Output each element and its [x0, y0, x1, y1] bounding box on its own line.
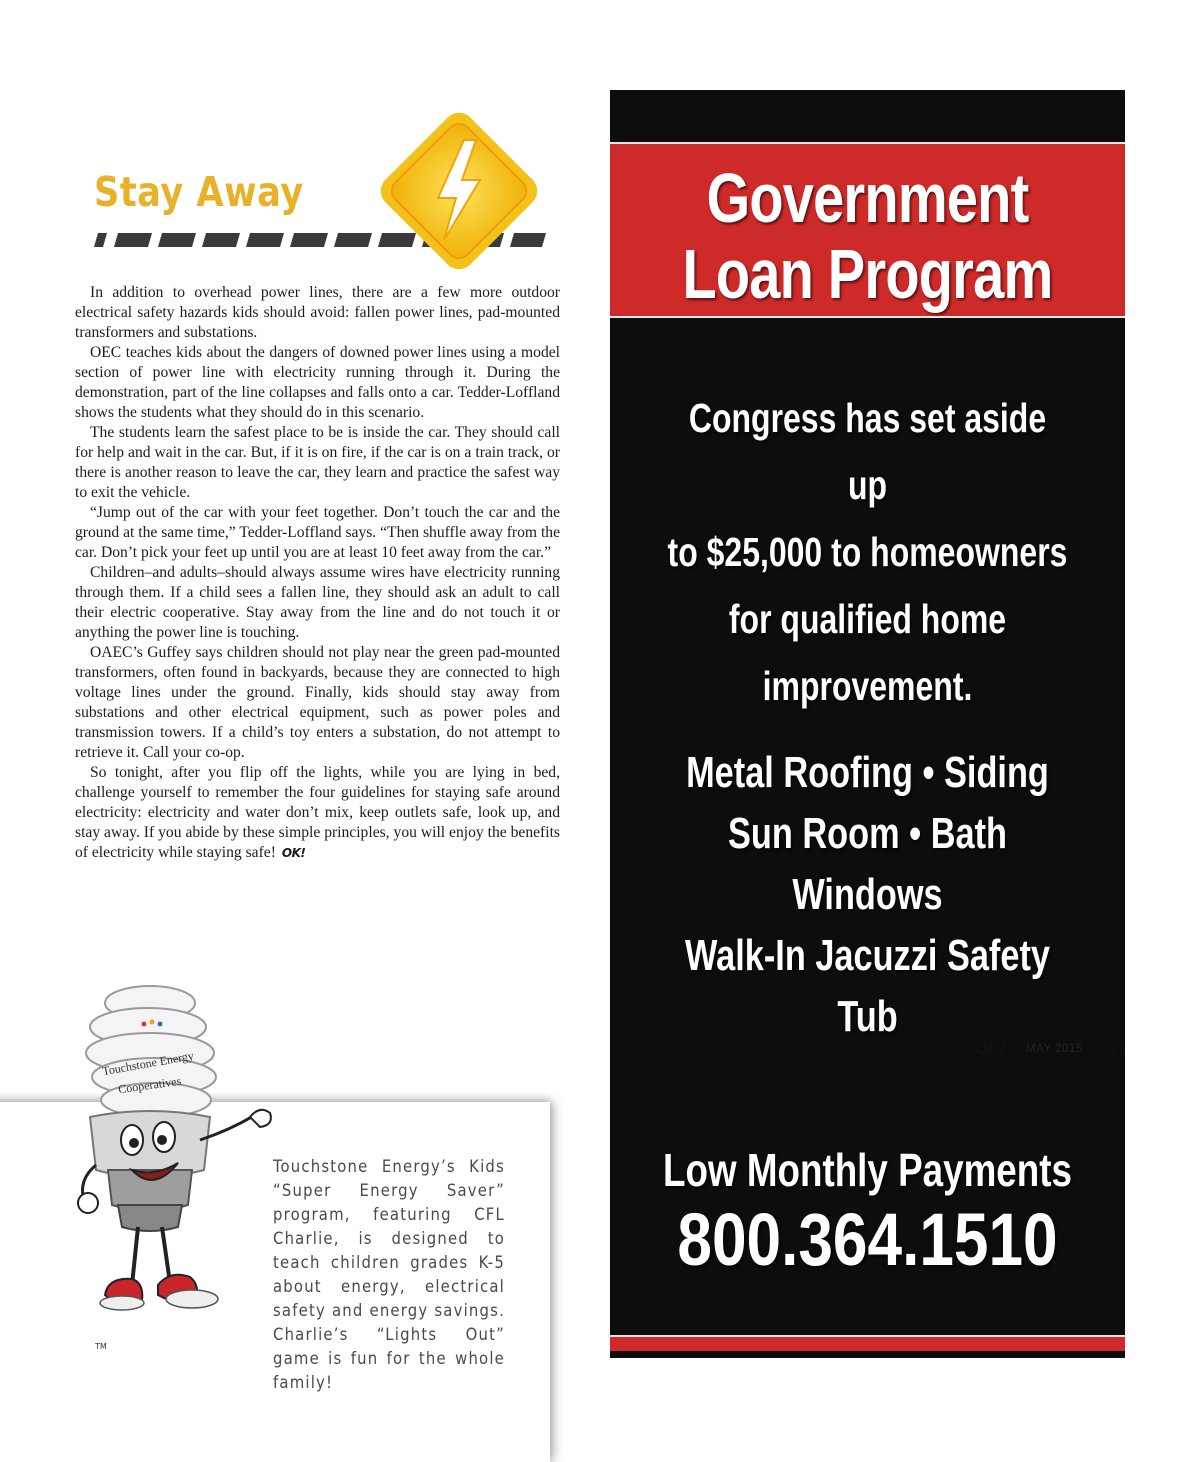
trademark: TM — [95, 1342, 107, 1351]
ad-service-line: Walk-In Jacuzzi Safety Tub — [685, 931, 1050, 1041]
ad-congress-line: for qualified home — [728, 596, 1007, 642]
promo-text: Touchstone Energy’s Kids “Super Energy Saver” program, featuring CFL Charlie, is designed to teach children grades K-5 about energy, electrical safety and energy savings. Charlie’s “Lights Out” game is fun for the whole family! — [273, 1157, 505, 1392]
ad-congress-text — [610, 385, 1125, 720]
ad-phone-text: 800.364.1510 — [677, 1198, 1058, 1281]
ad-services — [610, 742, 1125, 1047]
ad-payments-text: Low Monthly Payments — [663, 1144, 1072, 1196]
ad-service-line: Windows — [792, 870, 943, 919]
ad-service-line: Sun Room • Bath — [728, 809, 1007, 858]
article-paragraph: OAEC’s Guffey says children should not play near the green pad-mounted transformers, often found in backyards, because they are connected to high voltage lines under the ground. Finally, kids should stay away from substations and other electrical equipment, such as power poles and transmission towers. If a child’s toy enters a substation, do not attempt to retrieve it. Call your co-op. — [75, 644, 560, 761]
page-number: 17 — [1110, 1041, 1126, 1057]
article-paragraph-last — [75, 763, 560, 863]
ad-title — [610, 160, 1125, 312]
loan-ad — [610, 90, 1125, 1358]
ad-congress-line: to $25,000 to homeowners — [667, 529, 1068, 575]
folio-logo: OK! — [975, 1039, 1006, 1058]
article-body — [75, 283, 560, 863]
article-paragraph: In addition to overhead power lines, there are a few more outdoor electrical safety hazards kids should avoid: fallen power lines, pad-mounted transformers and substations. — [75, 284, 560, 341]
brand-line2: Cooperatives — [117, 1073, 182, 1097]
ad-service-line: Metal Roofing • Siding — [686, 748, 1049, 797]
folio-date: MAY 2015 — [1026, 1043, 1083, 1055]
ad-phone-number — [610, 1198, 1125, 1282]
article-paragraph: OEC teaches kids about the dangers of downed power lines using a model section of power line with electricity running through it. During the demonstration, part of the line collapses and falls onto a car. Tedder-Loffland shows the students what they should do in this scenario. — [75, 344, 560, 421]
ad-payments — [610, 1142, 1125, 1198]
brand-line1: Touchstone Energy — [101, 1048, 195, 1079]
lightning-warning-sign-icon — [368, 100, 550, 282]
ad-title-line: Loan Program — [682, 235, 1053, 313]
ad-congress-line: improvement. — [762, 663, 973, 709]
article-paragraph: “Jump out of the car with your feet together. Don’t touch the car and the ground at the same time,” Tedder-Loffland says. “Then shuffle away from the car. Don’t pick your feet up until you are at least 10 feet away from the car.” — [75, 504, 560, 561]
ad-red-stripe — [610, 1335, 1125, 1351]
section-title: Stay Away — [94, 168, 304, 216]
end-mark-logo: OK! — [281, 846, 306, 860]
ad-title-line: Government — [706, 159, 1029, 237]
article-paragraph: The students learn the safest place to be is inside the car. They should call for help and wait in the car. But, if it is on fire, if the car is on a train track, or there is another reason to leave the car, they learn and practice the safest way to exit the vehicle. — [75, 424, 560, 501]
ad-congress-line: Congress has set aside up — [688, 395, 1047, 508]
article-paragraph: Children–and adults–should always assume wires have electricity running through them. If a child sees a fallen line, they should ask an adult to call their electric cooperative. Stay away from the line and do not touch it or anything the power line is touching. — [75, 564, 560, 641]
article-paragraph-text: So tonight, after you flip off the lights, while you are lying in bed, challenge yourself to remember the four guidelines for staying safe around electricity: electricity and water don’t mix, keep outlets safe, look up, and stay away. If you abide by these simple principles, you will enjoy the benefits of electricity while staying safe! — [75, 764, 560, 861]
